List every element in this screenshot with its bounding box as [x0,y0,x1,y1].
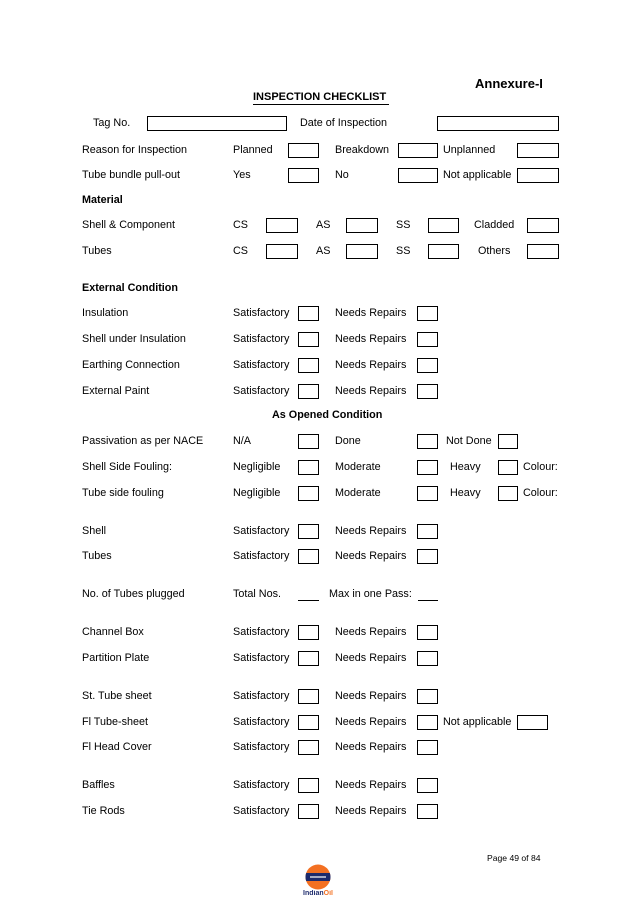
shell-row [0,524,638,539]
external-paint-label: External Paint [82,384,150,397]
shell-satisfactory-label: Satisfactory [233,524,290,537]
yes-checkbox [288,168,319,183]
page-number: Page 49 of 84 [487,853,541,863]
shell-side-fouling-row [0,460,638,475]
shell-fouling-heavy-checkbox [498,460,518,475]
shell-under-insulation-satisfactory-label: Satisfactory [233,332,290,345]
earthing-connection-label: Earthing Connection [82,358,180,371]
fl-tube-sheet-satisfactory-label: Satisfactory [233,715,290,728]
external-condition-heading: External Condition [82,281,178,294]
material-heading: Material [82,193,123,206]
tie-rods-satisfactory-checkbox [298,804,319,819]
tubes-needs-repairs-checkbox [417,549,438,564]
external-condition-heading-row [0,281,638,296]
external-paint-satisfactory-checkbox [298,384,319,399]
baffles-needs-repairs-checkbox [417,778,438,793]
breakdown-label: Breakdown [335,143,390,156]
logo-wordmark [298,890,338,898]
tubes-plugged-row [0,587,638,602]
baffles-row [0,778,638,793]
unplanned-checkbox [517,143,559,158]
shell-as-label: AS [316,218,331,231]
fl-tube-sheet-not-applicable-checkbox [517,715,548,730]
yes-label: Yes [233,168,251,181]
breakdown-checkbox [398,143,438,158]
fl-head-cover-needs-repairs-checkbox [417,740,438,755]
shell-cladded-label: Cladded [474,218,515,231]
checklist-title: INSPECTION CHECKLIST [253,91,389,105]
external-paint-needs-repairs-checkbox [417,384,438,399]
bundle-pullout-label: Tube bundle pull-out [82,168,181,181]
tubes-satisfactory-checkbox [298,549,319,564]
channel-box-satisfactory-label: Satisfactory [233,625,290,638]
fl-head-cover-label: Fl Head Cover [82,740,152,753]
tie-rods-label: Tie Rods [82,804,125,817]
fl-head-cover-satisfactory-label: Satisfactory [233,740,290,753]
channel-box-satisfactory-checkbox [298,625,319,640]
reason-label: Reason for Inspection [82,143,188,156]
fl-tube-sheet-not-applicable-label: Not applicable [443,715,512,728]
planned-label: Planned [233,143,273,156]
channel-box-needs-repairs-checkbox [417,625,438,640]
shell-component-label: Shell & Component [82,218,176,231]
earthing-needs-repairs-label: Needs Repairs [335,358,407,371]
tubes-needs-repairs-label: Needs Repairs [335,549,407,562]
shell-under-insulation-needs-repairs-checkbox [417,332,438,347]
channel-box-row [0,625,638,640]
fl-tube-sheet-needs-repairs-label: Needs Repairs [335,715,407,728]
total-nos-blank [298,600,319,601]
shell-under-insulation-satisfactory-checkbox [298,332,319,347]
tubes-as-label: AS [316,244,331,257]
shell-cs-checkbox [266,218,298,233]
tubes-cs-checkbox [266,244,298,259]
shell-under-insulation-needs-repairs-label: Needs Repairs [335,332,407,345]
shell-needs-repairs-label: Needs Repairs [335,524,407,537]
tie-rods-needs-repairs-label: Needs Repairs [335,804,407,817]
partition-plate-satisfactory-label: Satisfactory [233,651,290,664]
tag-date-row [0,116,638,131]
tube-side-fouling-label: Tube side fouling [82,486,164,499]
passivation-not-done-checkbox [498,434,518,449]
passivation-row [0,434,638,449]
tube-fouling-negligible-label: Negligible [233,486,281,499]
external-paint-needs-repairs-label: Needs Repairs [335,384,407,397]
indianoil-logo [305,864,331,890]
logo-wordmark-text: IndianOil [303,890,333,897]
fl-head-cover-row [0,740,638,755]
tube-fouling-colour-label: Colour: [523,486,558,499]
date-of-inspection-field [437,116,559,131]
fl-tube-sheet-row [0,715,638,730]
tubes-plugged-label: No. of Tubes plugged [82,587,185,600]
shell-fouling-negligible-checkbox [298,460,319,475]
tag-no-field [147,116,287,131]
tube-fouling-moderate-checkbox [417,486,438,501]
passivation-done-checkbox [417,434,438,449]
shell-fouling-negligible-label: Negligible [233,460,281,473]
insulation-needs-repairs-checkbox [417,306,438,321]
partition-plate-needs-repairs-checkbox [417,651,438,666]
fl-tube-sheet-label: Fl Tube-sheet [82,715,149,728]
st-tube-sheet-row [0,689,638,704]
tube-side-fouling-row [0,486,638,501]
shell-as-checkbox [346,218,378,233]
tubes-satisfactory-label: Satisfactory [233,549,290,562]
tubes-label: Tubes [82,549,112,562]
shell-satisfactory-checkbox [298,524,319,539]
passivation-done-label: Done [335,434,361,447]
no-checkbox [398,168,438,183]
tube-fouling-heavy-label: Heavy [450,486,481,499]
baffles-satisfactory-label: Satisfactory [233,778,290,791]
tag-no-label: Tag No. [93,116,131,129]
max-in-one-pass-blank [418,600,438,601]
not-applicable-label: Not applicable [443,168,512,181]
shell-ss-checkbox [428,218,459,233]
shell-cs-label: CS [233,218,248,231]
tubes-others-checkbox [527,244,559,259]
as-opened-heading-row [0,408,638,423]
st-tube-sheet-needs-repairs-label: Needs Repairs [335,689,407,702]
bundle-pullout-row [0,168,638,183]
channel-box-needs-repairs-label: Needs Repairs [335,625,407,638]
total-nos-label: Total Nos. [233,587,282,600]
fl-head-cover-satisfactory-checkbox [298,740,319,755]
fl-tube-sheet-satisfactory-checkbox [298,715,319,730]
earthing-satisfactory-checkbox [298,358,319,373]
shell-side-fouling-label: Shell Side Fouling: [82,460,173,473]
unplanned-label: Unplanned [443,143,496,156]
shell-fouling-heavy-label: Heavy [450,460,481,473]
st-tube-sheet-label: St. Tube sheet [82,689,152,702]
external-paint-satisfactory-label: Satisfactory [233,384,290,397]
shell-label: Shell [82,524,107,537]
insulation-needs-repairs-label: Needs Repairs [335,306,407,319]
shell-needs-repairs-checkbox [417,524,438,539]
partition-plate-satisfactory-checkbox [298,651,319,666]
shell-ss-label: SS [396,218,411,231]
earthing-connection-row [0,358,638,373]
partition-plate-row [0,651,638,666]
baffles-label: Baffles [82,778,115,791]
tubes-row [0,549,638,564]
tubes-material-row [0,244,638,259]
insulation-satisfactory-checkbox [298,306,319,321]
annexure-label: Annexure-I [475,76,543,91]
tie-rods-needs-repairs-checkbox [417,804,438,819]
shell-under-insulation-label: Shell under Insulation [82,332,186,345]
baffles-satisfactory-checkbox [298,778,319,793]
shell-fouling-moderate-label: Moderate [335,460,381,473]
earthing-needs-repairs-checkbox [417,358,438,373]
shell-component-material-row [0,218,638,233]
shell-under-insulation-row [0,332,638,347]
tie-rods-satisfactory-label: Satisfactory [233,804,290,817]
baffles-needs-repairs-label: Needs Repairs [335,778,407,791]
external-paint-row [0,384,638,399]
tubes-ss-label: SS [396,244,411,257]
passivation-na-label: N/A [233,434,251,447]
partition-plate-label: Partition Plate [82,651,150,664]
shell-fouling-moderate-checkbox [417,460,438,475]
tie-rods-row [0,804,638,819]
fl-tube-sheet-needs-repairs-checkbox [417,715,438,730]
earthing-satisfactory-label: Satisfactory [233,358,290,371]
material-heading-row [0,193,638,208]
insulation-label: Insulation [82,306,129,319]
shell-cladded-checkbox [527,218,559,233]
shell-fouling-colour-label: Colour: [523,460,558,473]
tube-fouling-moderate-label: Moderate [335,486,381,499]
tubes-ss-checkbox [428,244,459,259]
date-of-inspection-label: Date of Inspection [300,116,388,129]
planned-checkbox [288,143,319,158]
tubes-as-checkbox [346,244,378,259]
passivation-na-checkbox [298,434,319,449]
tubes-others-label: Others [478,244,511,257]
logo-band-lettering [310,876,326,877]
passivation-label: Passivation as per NACE [82,434,204,447]
tube-fouling-negligible-checkbox [298,486,319,501]
not-applicable-checkbox [517,168,559,183]
insulation-row [0,306,638,321]
insulation-satisfactory-label: Satisfactory [233,306,290,319]
tubes-cs-label: CS [233,244,248,257]
partition-plate-needs-repairs-label: Needs Repairs [335,651,407,664]
st-tube-sheet-satisfactory-checkbox [298,689,319,704]
st-tube-sheet-needs-repairs-checkbox [417,689,438,704]
passivation-not-done-label: Not Done [446,434,492,447]
tube-fouling-heavy-checkbox [498,486,518,501]
max-in-one-pass-label: Max in one Pass: [329,587,412,600]
as-opened-condition-heading: As Opened Condition [272,408,383,421]
st-tube-sheet-satisfactory-label: Satisfactory [233,689,290,702]
no-label: No [335,168,349,181]
fl-head-cover-needs-repairs-label: Needs Repairs [335,740,407,753]
tubes-material-label: Tubes [82,244,112,257]
reason-row [0,143,638,158]
channel-box-label: Channel Box [82,625,144,638]
